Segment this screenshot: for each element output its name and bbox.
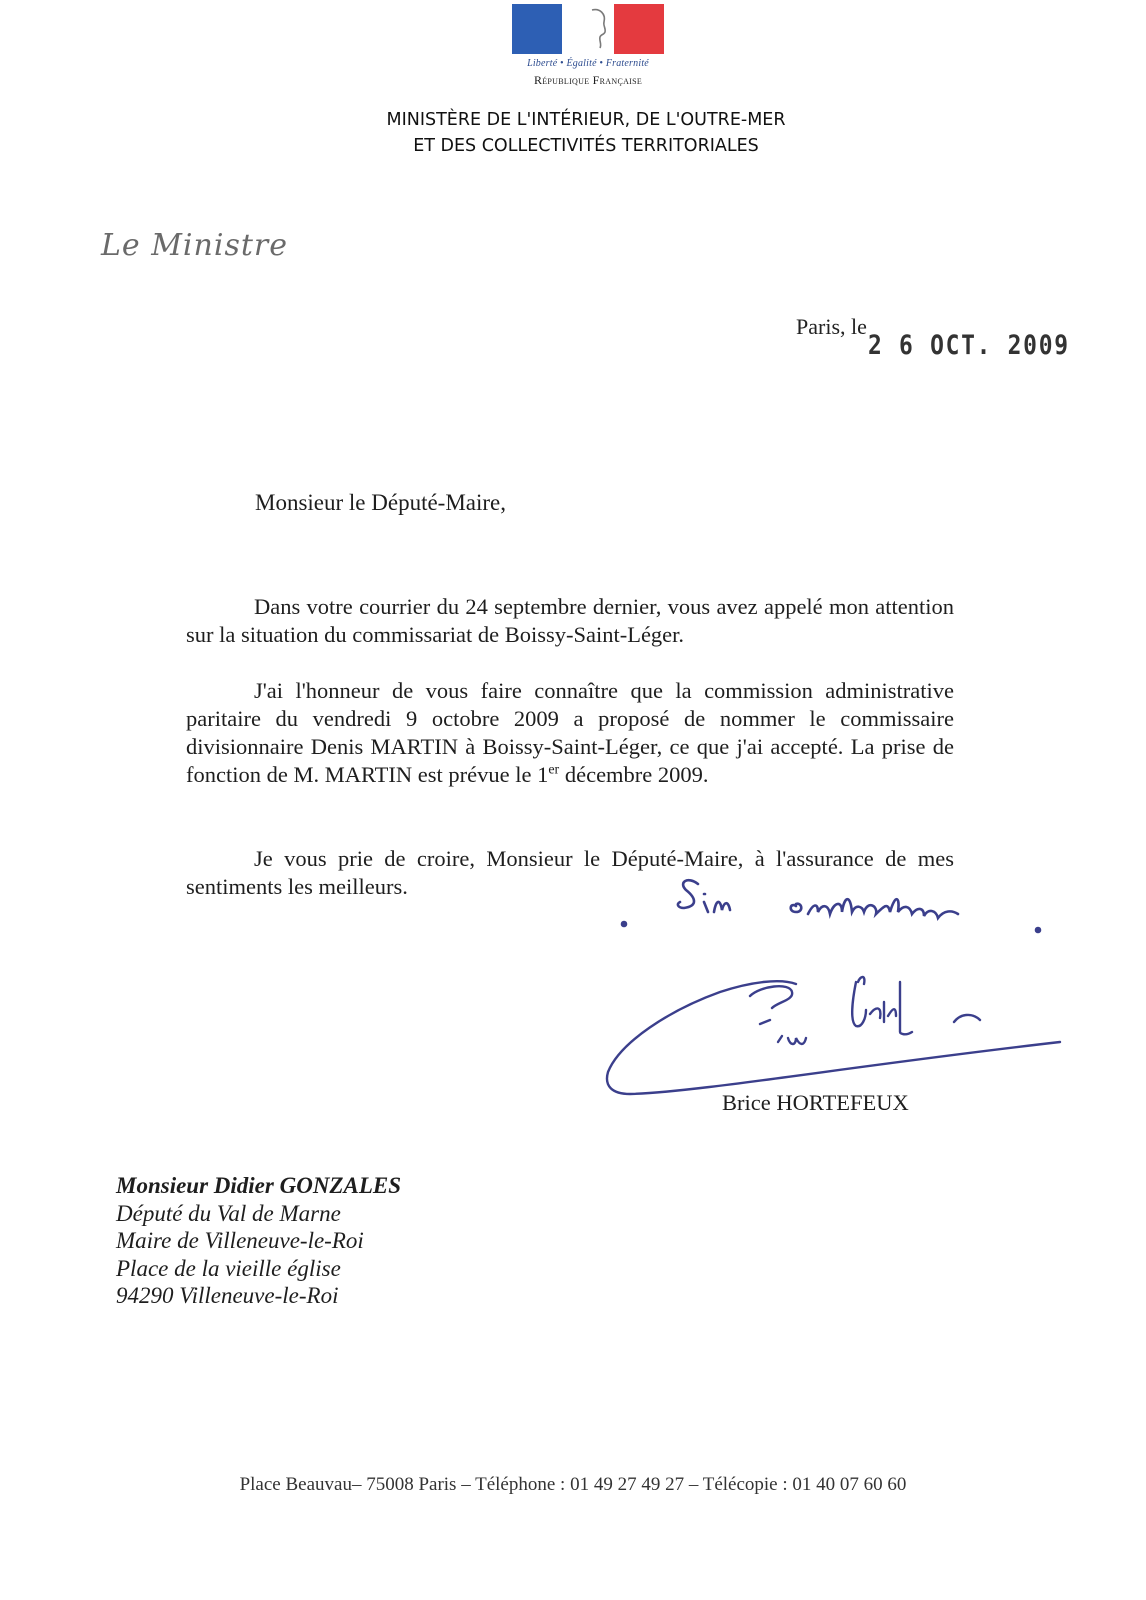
date-place: Paris, le bbox=[796, 314, 867, 339]
logo-blue-band bbox=[512, 4, 562, 54]
recipient-line-3: Maire de Villeneuve-le-Roi bbox=[116, 1228, 364, 1253]
ministry-line-1: MINISTÈRE DE L'INTÉRIEUR, DE L'OUTRE-MER bbox=[386, 110, 786, 130]
recipient-line-2: Député du Val de Marne bbox=[116, 1200, 341, 1226]
republic-motto: Liberté • Égalité • Fraternité bbox=[527, 58, 649, 69]
date-stamp: 2 6 OCT. 2009 bbox=[868, 330, 1070, 361]
ministry-line-2: ET DES COLLECTIVITÉS TERRITORIALES bbox=[413, 136, 759, 156]
recipient-name bbox=[116, 1172, 401, 1200]
republic-name: République Française bbox=[533, 73, 643, 87]
logo-red-band bbox=[614, 4, 664, 54]
recipient-surname: GONZALES bbox=[279, 1173, 401, 1198]
paragraph-1: Dans votre courrier du 24 septembre dernier, vous avez appelé mon attention sur la situation du commissariat de Boissy-Saint-Léger. bbox=[186, 594, 954, 647]
signature bbox=[600, 962, 1070, 1102]
ministry-title bbox=[300, 107, 872, 159]
paragraph-2-text: J'ai l'honneur de vous faire connaître que la commission administrative paritaire du vendredi 9 octobre 2009 a proposé de nommer le commissaire divisionnaire Denis MARTIN à Boissy-Saint-Léger, ce que j'ai accepté. La prise de fonction de M. MARTIN est prévue le 1 bbox=[186, 678, 954, 787]
sender-title: Le Ministre bbox=[101, 228, 288, 263]
marianne-icon bbox=[562, 4, 614, 54]
paragraph-2 bbox=[186, 677, 954, 789]
paragraph-2-sup: er bbox=[548, 762, 560, 778]
logo-white-band bbox=[562, 4, 614, 54]
recipient-title: Monsieur Didier bbox=[116, 1173, 280, 1198]
footer-address: Place Beauvau– 75008 Paris – Téléphone : 01 49 27 49 27 – Télécopie : 01 40 07 60 60 bbox=[239, 1474, 907, 1495]
signer-name: Brice HORTEFEUX bbox=[722, 1090, 909, 1115]
recipient-line-5: 94290 Villeneuve-le-Roi bbox=[116, 1283, 339, 1308]
recipient-address bbox=[116, 1172, 401, 1310]
handwritten-note bbox=[618, 872, 1048, 942]
paragraph-2-end: décembre 2009. bbox=[559, 762, 709, 787]
recipient-line-4: Place de la vieille église bbox=[116, 1255, 341, 1281]
republique-logo bbox=[512, 4, 664, 54]
salutation: Monsieur le Député-Maire, bbox=[255, 490, 507, 515]
paragraph-3: Je vous prie de croire, Monsieur le Député-Maire, à l'assurance de mes sentiments les meilleurs. bbox=[186, 846, 954, 899]
